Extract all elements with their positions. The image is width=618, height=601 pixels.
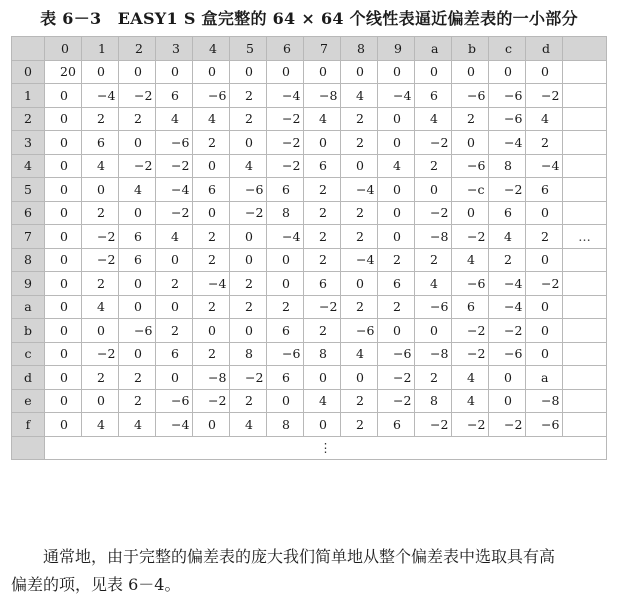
- table-cell: −6: [119, 319, 156, 343]
- table-cell: −2: [489, 413, 526, 437]
- table-cell: 2: [415, 154, 452, 178]
- table-cell: −4: [82, 84, 119, 108]
- table-cell-empty: [563, 201, 607, 225]
- table-cell: 0: [119, 60, 156, 84]
- table-cell: 2: [193, 225, 230, 249]
- table-cell: 4: [341, 342, 378, 366]
- table-cell: −6: [526, 413, 563, 437]
- table-cell-empty: [563, 295, 607, 319]
- table-cell: 0: [193, 60, 230, 84]
- table-cell: −4: [378, 84, 415, 108]
- table-cell: 4: [230, 154, 267, 178]
- column-header-0: 0: [45, 37, 82, 61]
- table-cell: −2: [489, 178, 526, 202]
- table-cell: −8: [526, 389, 563, 413]
- table-cell: 8: [230, 342, 267, 366]
- table-cell: 0: [193, 319, 230, 343]
- table-cell: 4: [415, 107, 452, 131]
- table-row: [12, 272, 607, 296]
- table-cell: −2: [452, 342, 489, 366]
- table-cell: −6: [489, 107, 526, 131]
- table-cell: −6: [267, 342, 304, 366]
- table-cell: 0: [341, 154, 378, 178]
- table-cell: 0: [45, 225, 82, 249]
- table-cell: 6: [304, 272, 341, 296]
- table-cell: 0: [304, 60, 341, 84]
- row-header-3: 3: [12, 131, 45, 155]
- table-cell: 0: [45, 248, 82, 272]
- table-cell: 6: [156, 84, 193, 108]
- table-cell: 6: [415, 84, 452, 108]
- table-cell: 2: [341, 389, 378, 413]
- column-header-4: 4: [193, 37, 230, 61]
- table-cell: −4: [526, 154, 563, 178]
- table-cell: 2: [193, 131, 230, 155]
- bias-table-container: [11, 36, 606, 534]
- table-cell: −2: [119, 84, 156, 108]
- table-cell: 8: [489, 154, 526, 178]
- table-cell: 0: [156, 248, 193, 272]
- table-cell: −2: [489, 319, 526, 343]
- table-cell: 0: [119, 131, 156, 155]
- table-cell: −4: [489, 272, 526, 296]
- table-cell: −2: [267, 131, 304, 155]
- column-header-a: a: [415, 37, 452, 61]
- table-cell: 4: [304, 389, 341, 413]
- table-cell: −2: [415, 131, 452, 155]
- table-row: [12, 295, 607, 319]
- table-cell: 6: [119, 248, 156, 272]
- table-row: [12, 319, 607, 343]
- table-cell: 0: [119, 272, 156, 296]
- table-cell: −6: [230, 178, 267, 202]
- table-cell: 0: [267, 60, 304, 84]
- table-cell: 2: [119, 366, 156, 390]
- table-header-row: [12, 37, 607, 61]
- column-header-7: 7: [304, 37, 341, 61]
- table-cell-empty: [563, 342, 607, 366]
- table-cell: 6: [267, 366, 304, 390]
- table-cell: 0: [378, 60, 415, 84]
- table-cell: 0: [45, 201, 82, 225]
- table-cell: 0: [526, 201, 563, 225]
- table-cell: 0: [526, 248, 563, 272]
- table-cell: 0: [45, 413, 82, 437]
- table-cell: 2: [378, 248, 415, 272]
- table-cell: 4: [452, 389, 489, 413]
- table-cell: 4: [341, 84, 378, 108]
- table-cell: 2: [341, 201, 378, 225]
- table-cell: 2: [82, 201, 119, 225]
- table-cell: 2: [193, 342, 230, 366]
- row-header-2: 2: [12, 107, 45, 131]
- table-cell: 0: [45, 107, 82, 131]
- table-cell: 0: [193, 154, 230, 178]
- table-cell: −6: [452, 272, 489, 296]
- table-cell: 8: [267, 413, 304, 437]
- table-cell: 0: [341, 60, 378, 84]
- table-cell: −6: [415, 295, 452, 319]
- table-cell-empty: [563, 131, 607, 155]
- table-cell: 0: [119, 342, 156, 366]
- table-cell-empty: [563, 389, 607, 413]
- table-cell: 2: [415, 248, 452, 272]
- table-row: [12, 366, 607, 390]
- table-cell: 0: [45, 178, 82, 202]
- row-header-e: e: [12, 389, 45, 413]
- table-cell: 4: [156, 225, 193, 249]
- table-cell: 0: [341, 366, 378, 390]
- table-cell: 0: [489, 60, 526, 84]
- table-cell-empty: [563, 84, 607, 108]
- table-cell: −2: [119, 154, 156, 178]
- table-cell: −2: [156, 201, 193, 225]
- table-cell: −2: [378, 389, 415, 413]
- table-cell: 0: [452, 131, 489, 155]
- table-cell: 2: [526, 131, 563, 155]
- table-row: [12, 131, 607, 155]
- table-cell: −2: [526, 272, 563, 296]
- table-cell: 2: [193, 248, 230, 272]
- table-row: [12, 248, 607, 272]
- table-cell: 0: [378, 107, 415, 131]
- row-header-4: 4: [12, 154, 45, 178]
- table-cell: 8: [304, 342, 341, 366]
- table-cell: 0: [378, 225, 415, 249]
- table-cell: −6: [489, 84, 526, 108]
- table-cell: 2: [230, 84, 267, 108]
- table-cell: 2: [452, 107, 489, 131]
- table-cell: 6: [82, 131, 119, 155]
- table-cell: 0: [156, 60, 193, 84]
- table-cell: 0: [82, 60, 119, 84]
- table-cell: 0: [45, 154, 82, 178]
- table-cell: −4: [489, 131, 526, 155]
- table-cell: 2: [82, 107, 119, 131]
- table-cell: −2: [230, 366, 267, 390]
- table-cell: 2: [341, 131, 378, 155]
- table-cell: 2: [341, 225, 378, 249]
- column-header-d: d: [526, 37, 563, 61]
- table-row: [12, 225, 607, 249]
- table-row: [12, 107, 607, 131]
- table-cell: −2: [304, 295, 341, 319]
- table-cell: −2: [267, 154, 304, 178]
- table-cell: −6: [378, 342, 415, 366]
- row-header-6: 6: [12, 201, 45, 225]
- table-row: [12, 84, 607, 108]
- table-cell: 4: [193, 107, 230, 131]
- table-cell-empty: [563, 248, 607, 272]
- table-cell: −4: [267, 84, 304, 108]
- table-cell: −2: [267, 107, 304, 131]
- table-cell: 0: [119, 295, 156, 319]
- table-cell: −8: [415, 225, 452, 249]
- table-row: [12, 154, 607, 178]
- table-cell: 6: [452, 295, 489, 319]
- column-header-8: 8: [341, 37, 378, 61]
- table-cell: 4: [452, 366, 489, 390]
- table-cell: 2: [526, 225, 563, 249]
- table-cell: 0: [526, 60, 563, 84]
- table-cell: 0: [267, 272, 304, 296]
- table-cell: 0: [378, 178, 415, 202]
- table-cell: 4: [156, 107, 193, 131]
- table-cell: 6: [119, 225, 156, 249]
- table-cell: 0: [415, 178, 452, 202]
- column-ellipsis: ⋮: [45, 436, 607, 460]
- table-cell: 0: [45, 272, 82, 296]
- table-cell-empty: [563, 60, 607, 84]
- table-cell: 2: [304, 178, 341, 202]
- table-cell: 6: [156, 342, 193, 366]
- table-cell: −2: [378, 366, 415, 390]
- table-cell: −2: [156, 154, 193, 178]
- table-cell: 0: [526, 342, 563, 366]
- table-cell: 0: [230, 131, 267, 155]
- table-cell: 2: [341, 413, 378, 437]
- table-cell: −2: [82, 342, 119, 366]
- table-row: [12, 342, 607, 366]
- table-cell: 0: [378, 319, 415, 343]
- table-cell: −4: [156, 413, 193, 437]
- table-cell: −2: [230, 201, 267, 225]
- table-cell: 2: [119, 107, 156, 131]
- table-cell: 2: [304, 248, 341, 272]
- table-cell: 0: [230, 319, 267, 343]
- table-cell: 0: [45, 389, 82, 413]
- table-cell-empty: [563, 178, 607, 202]
- table-cell: 0: [489, 366, 526, 390]
- table-cell: 4: [304, 107, 341, 131]
- row-header-7: 7: [12, 225, 45, 249]
- table-cell: 0: [230, 248, 267, 272]
- table-body: [12, 60, 607, 460]
- column-header-6: 6: [267, 37, 304, 61]
- table-cell: −8: [304, 84, 341, 108]
- table-cell: −6: [489, 342, 526, 366]
- table-cell: −8: [415, 342, 452, 366]
- table-cell: 2: [230, 389, 267, 413]
- table-cell: −4: [156, 178, 193, 202]
- row-ellipsis: …: [563, 225, 607, 249]
- table-cell: −4: [193, 272, 230, 296]
- table-cell: 6: [378, 413, 415, 437]
- table-cell: 0: [82, 319, 119, 343]
- table-row: [12, 60, 607, 84]
- table-cell: 0: [267, 389, 304, 413]
- table-cell: 0: [304, 413, 341, 437]
- table-cell: 6: [267, 319, 304, 343]
- table-cell: 0: [230, 60, 267, 84]
- table-cell: 6: [489, 201, 526, 225]
- table-cell: 0: [415, 319, 452, 343]
- table-cell: 0: [45, 295, 82, 319]
- table-cell: 4: [378, 154, 415, 178]
- table-cell: 6: [193, 178, 230, 202]
- table-continuation-row: [12, 436, 607, 460]
- table-cell: −4: [341, 178, 378, 202]
- column-header-2: 2: [119, 37, 156, 61]
- table-cell: 0: [526, 319, 563, 343]
- table-cell: −2: [526, 84, 563, 108]
- table-cell: 0: [45, 366, 82, 390]
- table-cell: −6: [156, 389, 193, 413]
- table-cell: 0: [415, 60, 452, 84]
- table-cell: 6: [378, 272, 415, 296]
- table-cell: −2: [82, 248, 119, 272]
- row-header-9: 9: [12, 272, 45, 296]
- column-header-1: 1: [82, 37, 119, 61]
- column-header-3: 3: [156, 37, 193, 61]
- table-cell: 4: [82, 154, 119, 178]
- table-cell: 0: [452, 201, 489, 225]
- table-cell: 4: [82, 413, 119, 437]
- table-cell: 0: [45, 342, 82, 366]
- table-cell: −2: [452, 319, 489, 343]
- row-header-1: 1: [12, 84, 45, 108]
- table-cell: 2: [304, 319, 341, 343]
- table-cell: −6: [452, 154, 489, 178]
- table-cell: −2: [415, 413, 452, 437]
- table-row: [12, 201, 607, 225]
- table-cell: 0: [526, 295, 563, 319]
- table-cell: 0: [304, 366, 341, 390]
- table-cell: 2: [119, 389, 156, 413]
- table-cell-empty: [563, 413, 607, 437]
- table-cell: −c: [452, 178, 489, 202]
- table-cell: 2: [193, 295, 230, 319]
- table-cell: 0: [156, 366, 193, 390]
- column-header-5: 5: [230, 37, 267, 61]
- table-cell: 2: [489, 248, 526, 272]
- table-cell-empty: [563, 154, 607, 178]
- row-header-c: c: [12, 342, 45, 366]
- table-cell: 4: [452, 248, 489, 272]
- row-header-8: 8: [12, 248, 45, 272]
- bias-table: [11, 36, 607, 460]
- table-cell: 2: [230, 107, 267, 131]
- table-cell: 2: [304, 201, 341, 225]
- table-cell: 2: [230, 272, 267, 296]
- table-cell: 2: [82, 272, 119, 296]
- table-cell: 4: [119, 413, 156, 437]
- table-cell: −2: [82, 225, 119, 249]
- column-header-extra: [563, 37, 607, 61]
- table-cell: 0: [45, 84, 82, 108]
- paragraph-line-1: 通常地，由于完整的偏差表的庞大我们简单地从整个偏差表中选取具有高: [43, 547, 556, 566]
- table-cell: 6: [267, 178, 304, 202]
- table-cell: −4: [341, 248, 378, 272]
- table-cell-empty: [563, 366, 607, 390]
- table-cell: 2: [341, 107, 378, 131]
- table-cell: 8: [415, 389, 452, 413]
- table-cell: 0: [378, 131, 415, 155]
- table-corner-cell: [12, 37, 45, 61]
- table-row: [12, 178, 607, 202]
- table-cell: −6: [452, 84, 489, 108]
- table-cell: a: [526, 366, 563, 390]
- table-cell: −4: [267, 225, 304, 249]
- table-cell: 2: [415, 366, 452, 390]
- table-cell: 20: [45, 60, 82, 84]
- table-cell: 4: [526, 107, 563, 131]
- table-cell: 0: [304, 131, 341, 155]
- table-cell: 0: [45, 319, 82, 343]
- row-header-0: 0: [12, 60, 45, 84]
- table-cell: 0: [230, 225, 267, 249]
- table-cell: 6: [304, 154, 341, 178]
- table-cell: 4: [230, 413, 267, 437]
- table-cell: 2: [82, 366, 119, 390]
- table-cell-empty: [563, 319, 607, 343]
- table-cell: 2: [156, 272, 193, 296]
- table-cell-empty: [563, 272, 607, 296]
- table-cell: 0: [378, 201, 415, 225]
- table-cell: 0: [82, 389, 119, 413]
- table-cell: 2: [341, 295, 378, 319]
- table-cell: 0: [156, 295, 193, 319]
- table-cell: 0: [452, 60, 489, 84]
- column-header-c: c: [489, 37, 526, 61]
- table-cell: 0: [267, 248, 304, 272]
- row-header-empty: [12, 436, 45, 460]
- table-cell: −6: [341, 319, 378, 343]
- table-cell: 0: [82, 178, 119, 202]
- table-cell: 8: [267, 201, 304, 225]
- row-header-f: f: [12, 413, 45, 437]
- table-cell: 4: [415, 272, 452, 296]
- table-row: [12, 389, 607, 413]
- table-cell: −2: [452, 413, 489, 437]
- row-header-a: a: [12, 295, 45, 319]
- table-caption: 表 6－3 EASY1 S 盒完整的 64 × 64 个线性表逼近偏差表的一小部分: [40, 9, 578, 28]
- row-header-d: d: [12, 366, 45, 390]
- table-cell: 2: [267, 295, 304, 319]
- table-cell: 0: [193, 413, 230, 437]
- row-header-5: 5: [12, 178, 45, 202]
- table-cell: −2: [452, 225, 489, 249]
- table-cell: 4: [119, 178, 156, 202]
- table-cell: 2: [230, 295, 267, 319]
- table-cell: 0: [193, 201, 230, 225]
- paragraph-line-2: 偏差的项，见表 6－4。: [11, 575, 181, 594]
- table-cell: 0: [489, 389, 526, 413]
- table-cell: −2: [415, 201, 452, 225]
- table-cell-empty: [563, 107, 607, 131]
- table-cell: −6: [156, 131, 193, 155]
- table-cell: 4: [489, 225, 526, 249]
- table-cell: 4: [82, 295, 119, 319]
- table-cell: 2: [378, 295, 415, 319]
- table-cell: −2: [193, 389, 230, 413]
- table-row: [12, 413, 607, 437]
- table-cell: −4: [489, 295, 526, 319]
- table-cell: −6: [193, 84, 230, 108]
- table-cell: 0: [341, 272, 378, 296]
- table-cell: 0: [119, 201, 156, 225]
- table-cell: 2: [156, 319, 193, 343]
- table-cell: 0: [45, 131, 82, 155]
- table-cell: 6: [526, 178, 563, 202]
- row-header-b: b: [12, 319, 45, 343]
- table-cell: −8: [193, 366, 230, 390]
- column-header-b: b: [452, 37, 489, 61]
- table-cell: 2: [304, 225, 341, 249]
- column-header-9: 9: [378, 37, 415, 61]
- body-paragraph: [11, 543, 611, 599]
